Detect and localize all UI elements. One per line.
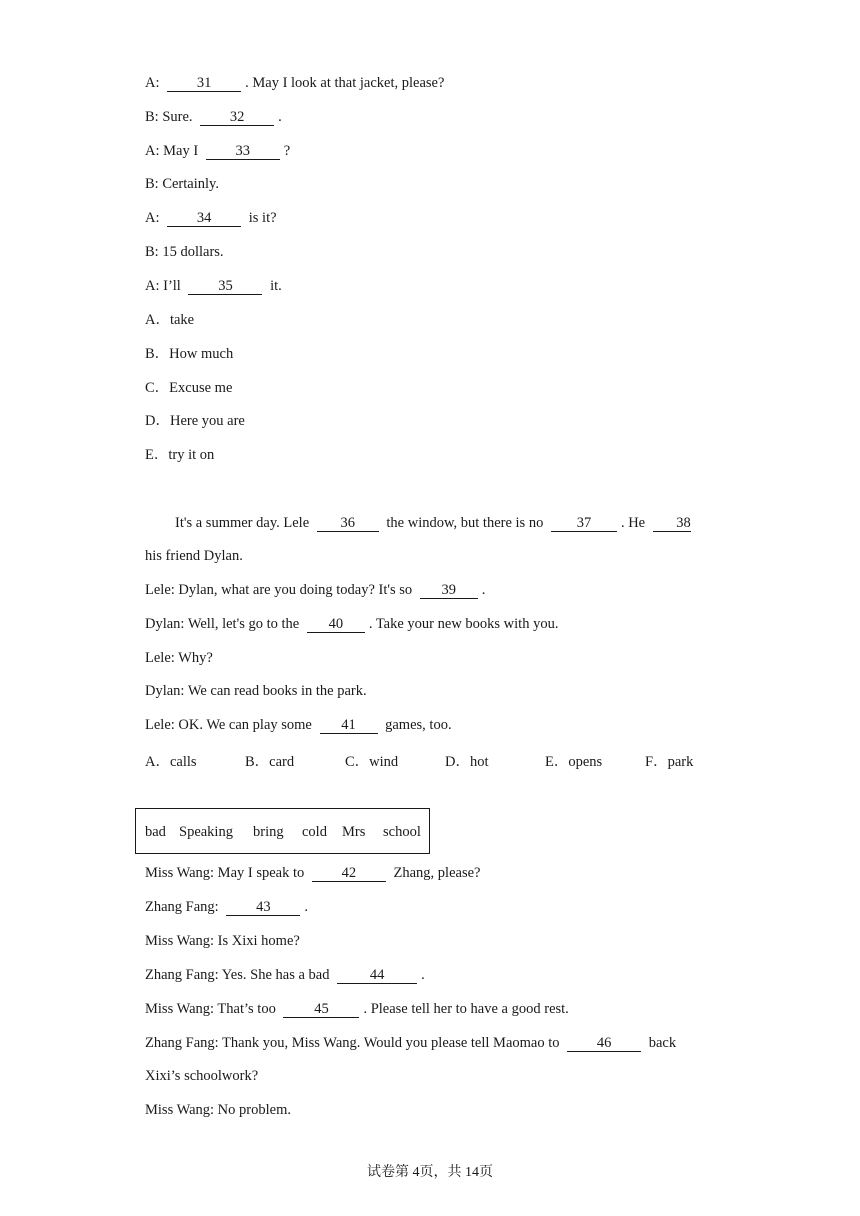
dialogue-line: Miss Wang: Is Xixi home? [145,933,300,949]
option-item[interactable]: B．card [245,754,295,770]
answer-blank[interactable]: 39 [420,583,478,599]
line-text: back [648,1035,677,1051]
dialogue-line [145,277,282,295]
word-bank-box [135,808,430,854]
dialogue-line [145,1034,676,1052]
option-item[interactable]: F．park [645,754,694,770]
speaker-text: A: I’ll [145,278,181,294]
options-row [145,750,745,768]
answer-blank[interactable]: 45 [283,1002,359,1018]
passage-intro [175,514,695,532]
line-text: . Please tell her to have a good rest. [363,1001,569,1017]
speaker-text: B: Sure. [145,109,193,125]
answer-blank[interactable]: 43 [226,900,300,916]
speaker-text: A: May I [145,143,199,159]
answer-blank[interactable]: 38 [653,516,691,532]
line-text: . [304,899,308,915]
dialogue-line: Lele: Why? [145,650,213,666]
line-text: is it? [248,210,277,226]
page-footer: 试卷第 4页，共 14页 [367,1165,493,1180]
dialogue-line: B: 15 dollars. [145,244,224,260]
passage-text: the window, but there is no [386,515,544,531]
answer-blank[interactable]: 36 [317,516,379,532]
answer-blank[interactable]: 34 [167,211,241,227]
word-bank-item: bad [145,824,166,840]
word-bank-item: Speaking [179,824,233,840]
line-text: . [481,582,486,598]
speaker-text: A: [145,210,160,226]
line-text: games, too. [385,717,452,733]
speaker-text: Zhang Fang: [145,899,219,915]
dialogue-line: Xixi’s schoolwork? [145,1068,259,1084]
dialogue-line: Miss Wang: No problem. [145,1102,291,1118]
dialogue-line [145,966,425,984]
option-item[interactable]: C．wind [345,754,399,770]
answer-blank[interactable]: 44 [337,968,417,984]
word-bank-item: bring [253,824,284,840]
dialogue-line [145,615,558,633]
option-item[interactable]: A．take [145,312,195,328]
speaker-text: Miss Wang: That’s too [145,1001,276,1017]
speaker-text: Zhang Fang: Thank you, Miss Wang. Would you please tell Maomao to [145,1035,560,1051]
dialogue-line [145,864,480,882]
line-text: ? [283,143,291,159]
dialogue-line [145,209,277,227]
dialogue-line [145,1000,569,1018]
speaker-text: Zhang Fang: Yes. She has a bad [145,967,330,983]
dialogue-line [145,108,282,126]
passage-text: . He [620,515,646,531]
dialogue-line [145,142,290,160]
line-text: it. [270,278,282,294]
answer-blank[interactable]: 37 [551,516,617,532]
word-bank-item: school [383,824,421,840]
line-text: . Take your new books with you. [368,616,559,632]
dialogue-line: Dylan: We can read books in the park. [145,683,367,699]
line-text: Zhang, please? [393,865,481,881]
answer-blank[interactable]: 46 [567,1036,641,1052]
line-text: . May I look at that jacket, please? [245,75,445,91]
word-bank-item: cold [302,824,327,840]
dialogue-line [145,581,485,599]
answer-blank[interactable]: 31 [167,76,241,92]
option-item[interactable]: D．Here you are [145,413,245,429]
dialogue-line: B: Certainly. [145,176,219,192]
speaker-text: Miss Wang: May I speak to [145,865,305,881]
passage-text: It's a summer day. Lele [175,515,310,531]
answer-blank[interactable]: 33 [206,144,280,160]
speaker-text: Lele: OK. We can play some [145,717,312,733]
option-item[interactable]: B．How much [145,346,234,362]
option-item[interactable]: E．opens [545,754,603,770]
dialogue-line [145,898,308,916]
dialogue-line [145,74,444,92]
answer-blank[interactable]: 41 [320,718,378,734]
option-item[interactable]: E．try it on [145,447,215,463]
passage-text: his friend Dylan. [145,548,243,564]
speaker-text: A: [145,75,160,91]
line-text: . [278,109,282,125]
option-item[interactable]: A．calls [145,754,197,770]
option-item[interactable]: D．hot [445,754,489,770]
dialogue-line [145,716,452,734]
speaker-text: Dylan: Well, let's go to the [145,616,300,632]
word-bank-item: Mrs [342,824,366,840]
answer-blank[interactable]: 35 [188,279,262,295]
speaker-text: Lele: Dylan, what are you doing today? It's so [145,582,413,598]
line-text: . [421,967,425,983]
answer-blank[interactable]: 40 [307,617,365,633]
answer-blank[interactable]: 32 [200,110,274,126]
answer-blank[interactable]: 42 [312,866,386,882]
option-item[interactable]: C．Excuse me [145,380,233,396]
